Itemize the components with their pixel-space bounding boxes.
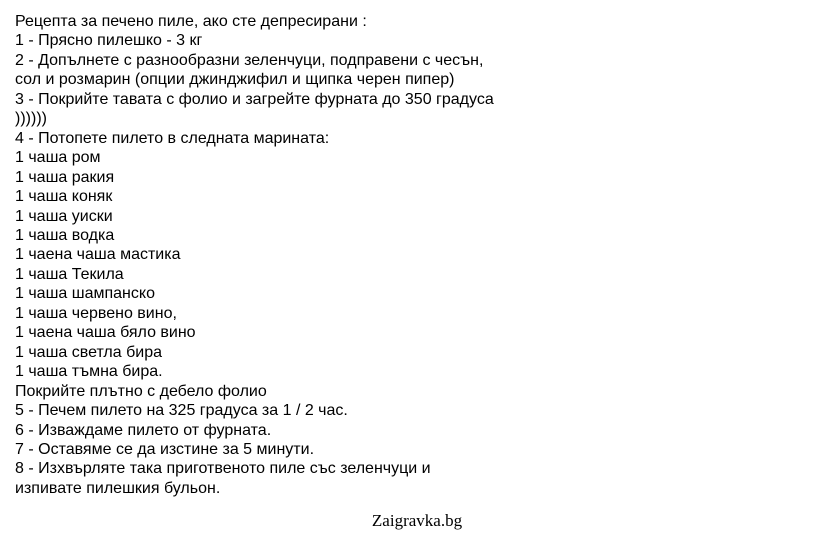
ingredient-line: 1 чаша коняк bbox=[15, 188, 113, 206]
recipe-line: 7 - Оставяме се да изстине за 5 минути. bbox=[15, 440, 315, 458]
ingredient-line: 1 чаша тъмна бира. bbox=[15, 363, 163, 381]
recipe-line: 8 - Изхвърляте така приготвеното пиле със зеленчуци и bbox=[15, 460, 431, 478]
recipe-line: сол и розмарин (опции джинджифил и щипка черен пипер) bbox=[15, 71, 455, 89]
recipe-text bbox=[15, 12, 815, 498]
recipe-line: 6 - Изваждаме пилето от фурната. bbox=[15, 421, 272, 439]
recipe-line: 4 - Потопете пилето в следната марината: bbox=[15, 129, 330, 147]
recipe-line: )))))) bbox=[15, 110, 47, 128]
ingredient-line: 1 чаша водка bbox=[15, 226, 115, 244]
ingredient-line: 1 чаша ракия bbox=[15, 168, 115, 186]
ingredient-line: 1 чаша Текила bbox=[15, 265, 124, 283]
ingredient-line: 1 чаша червено вино, bbox=[15, 304, 177, 322]
recipe-line: изпивате пилешкия бульон. bbox=[15, 479, 221, 497]
ingredient-line: 1 чаша ром bbox=[15, 149, 101, 167]
ingredient-line: 1 чаша шампанско bbox=[15, 285, 155, 303]
recipe-line: 3 - Покрийте тавата с фолио и загрейте фурната до 350 градуса bbox=[15, 90, 494, 108]
recipe-line: Покрийте плътно с дебело фолио bbox=[15, 382, 267, 400]
recipe-title: Рецепта за печено пиле, ако сте депресирани : bbox=[15, 13, 367, 30]
recipe-line: 1 - Прясно пилешко - 3 кг bbox=[15, 32, 203, 50]
ingredient-line: 1 чаша светла бира bbox=[15, 343, 162, 361]
ingredient-line: 1 чаша уиски bbox=[15, 207, 113, 225]
recipe-line: 5 - Печем пилето на 325 градуса за 1 / 2 час. bbox=[15, 402, 348, 420]
ingredient-line: 1 чаена чаша мастика bbox=[15, 246, 181, 264]
watermark: Zaigravka.bg bbox=[371, 511, 463, 530]
recipe-line: 2 - Допълнете с разнообразни зеленчуци, подправени с чесън, bbox=[15, 51, 484, 69]
ingredient-line: 1 чаена чаша бяло вино bbox=[15, 324, 196, 342]
